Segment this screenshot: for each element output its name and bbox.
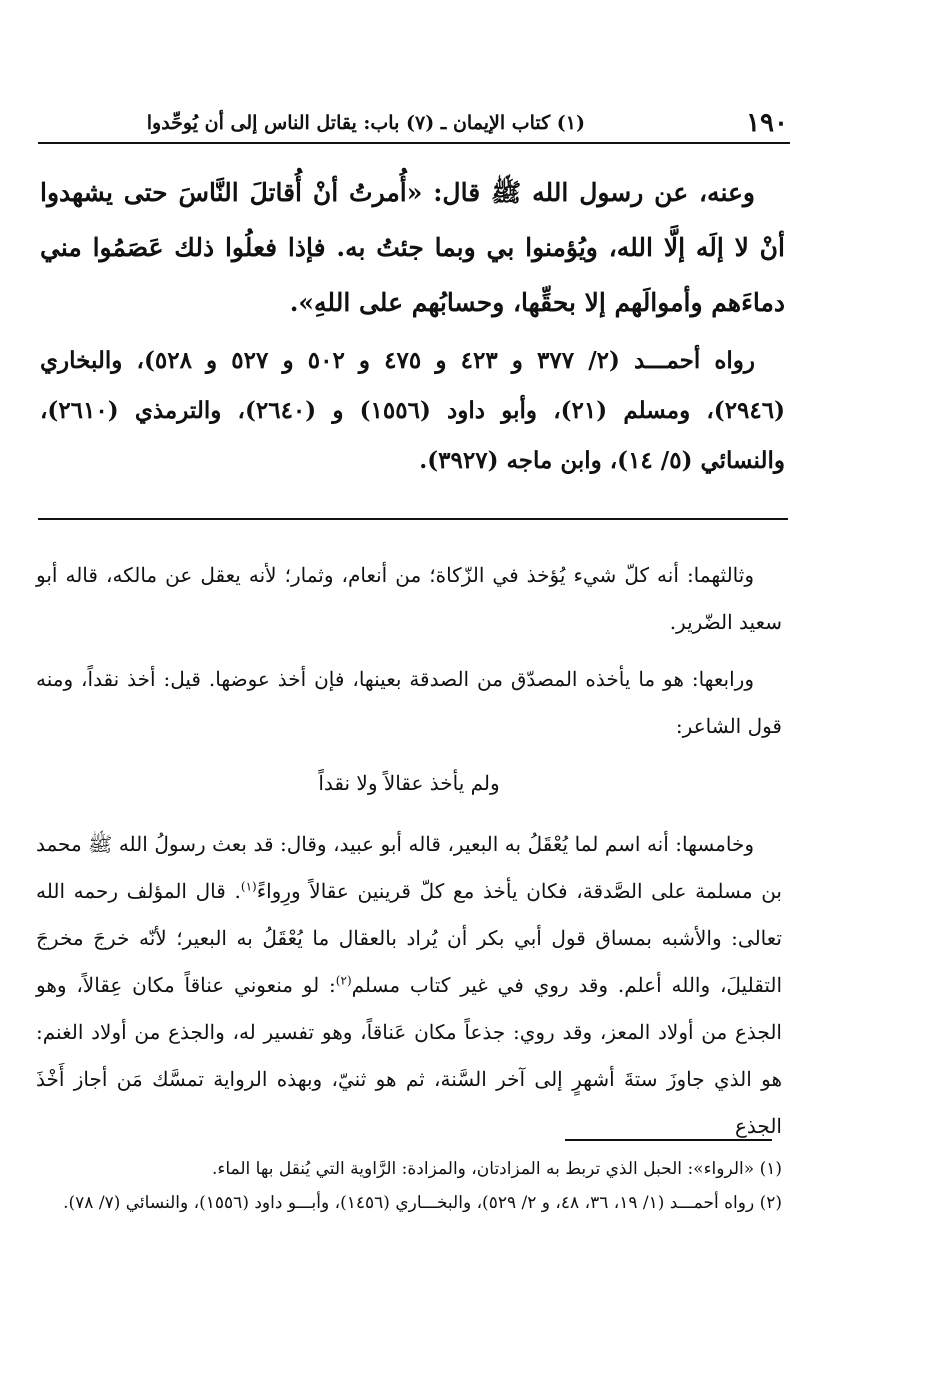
commentary-section: [36, 552, 782, 1160]
running-head: [40, 108, 790, 140]
footnote-2: (٢) رواه أحمـــد (١/ ١٩، ٣٦، ٤٨، و ٢/ ٥٢٩)، والبخـــاري (١٤٥٦)، وأبـــو داود (١٥٥٦)، والنسائي (٧/ ٧٨).: [63, 1193, 782, 1213]
footnote-1: (١) «الرواء»: الحبل الذي تربط به المزادتان، والمزادة: الرَّاوية التي يُنقل بها الماء.: [211, 1159, 782, 1179]
commentary-paragraph-third: وثالثهما: أنه كلّ شيء يُؤخذ في الزّكاة؛ من أنعام، وثمار؛ لأنه يعقل عن مالكه، قاله أبو سعيد الضّرير.: [36, 563, 782, 634]
page-number: ١٩٠: [746, 108, 788, 138]
footnote-ref-1[interactable]: (١): [240, 879, 257, 894]
takhrij-paragraph: رواه أحمـــد (٢/ ٣٧٧ و ٤٢٣ و ٤٧٥ و ٥٠٢ و ٥٢٧ و ٥٢٨)، والبخاري (٢٩٤٦)، ومسلم (٢١)، وأبو داود (١٥٥٦) و (٢٦٤٠)، والترمذي (٢٦١٠)، والنسائي (٥/ ١٤)، وابن ماجه (٣٩٢٧).: [40, 347, 785, 474]
footnote-divider: [565, 1139, 772, 1141]
hadith-paragraph: وعنه، عن رسول الله ﷺ قال: «أُمرتُ أنْ أُقاتلَ النَّاسَ حتى يشهدوا أنْ لا إلَه إلَّا الله، ويُؤمنوا بي وبما جئتُ به. فإذا فعلُوا ذلك عَصَمُوا مني دماءَهم وأموالَهم إلا بحقِّها، وحسابُهم على اللهِ».: [40, 178, 785, 317]
hadith-takhrij: [40, 336, 785, 486]
hadith-text: [40, 165, 785, 330]
poetry-verse: ولم يأخذ عقالاً ولا نقداً: [318, 771, 500, 795]
fifth-part-3: : لو منعوني عناقاً مكان عِقالاً، وهو الجذع من أولاد المعز، وقد روي: جذعاً مكان عَناقاً، وهو تفسير له، والجذع من أولاد الغنم: هو الذي جاوزَ ستةَ أشهرٍ إلى آخر السَّنة، ثم هو ثنيّ، وبهذه الرواية تمسَّك مَن أجاز أَخْذَ الجذع: [36, 973, 782, 1138]
commentary-paragraph-fifth: [36, 821, 782, 1150]
fifth-part-2: . قال المؤلف رحمه الله تعالى: والأشبه بمساق قول أبي بكر أن يُراد بالعقال ما يُعْقَلُ به البعير؛ لأنّه خرجَ مخرجَ التقليلَ، والله أعلم. وقد روي في غير كتاب مسلم: [36, 879, 783, 997]
commentary-paragraph-fourth: ورابعها: هو ما يأخذه المصدّق من الصدقة بعينها، فإن أخذ عوضها. قيل: أخذ نقداً، ومنه قول الشاعر:: [36, 667, 782, 738]
header-divider: [38, 142, 790, 144]
fifth-part-1: وخامسها: أنه اسم لما يُعْقَلُ به البعير، قاله أبو عبيد، وقال: قد بعث رسولُ الله ﷺ محمد بن مسلمة على الصَّدقة، فكان يأخذ مع كلّ قرينين عقالاً ورِواءً: [36, 832, 782, 903]
footnote-ref-2[interactable]: (٢): [335, 973, 352, 988]
running-title: (١) كتاب الإيمان ـ (٧) باب: يقاتل الناس إلى أن يُوحِّدوا: [146, 112, 585, 134]
footnotes: [36, 1152, 782, 1220]
text-commentary-divider: [38, 518, 788, 520]
